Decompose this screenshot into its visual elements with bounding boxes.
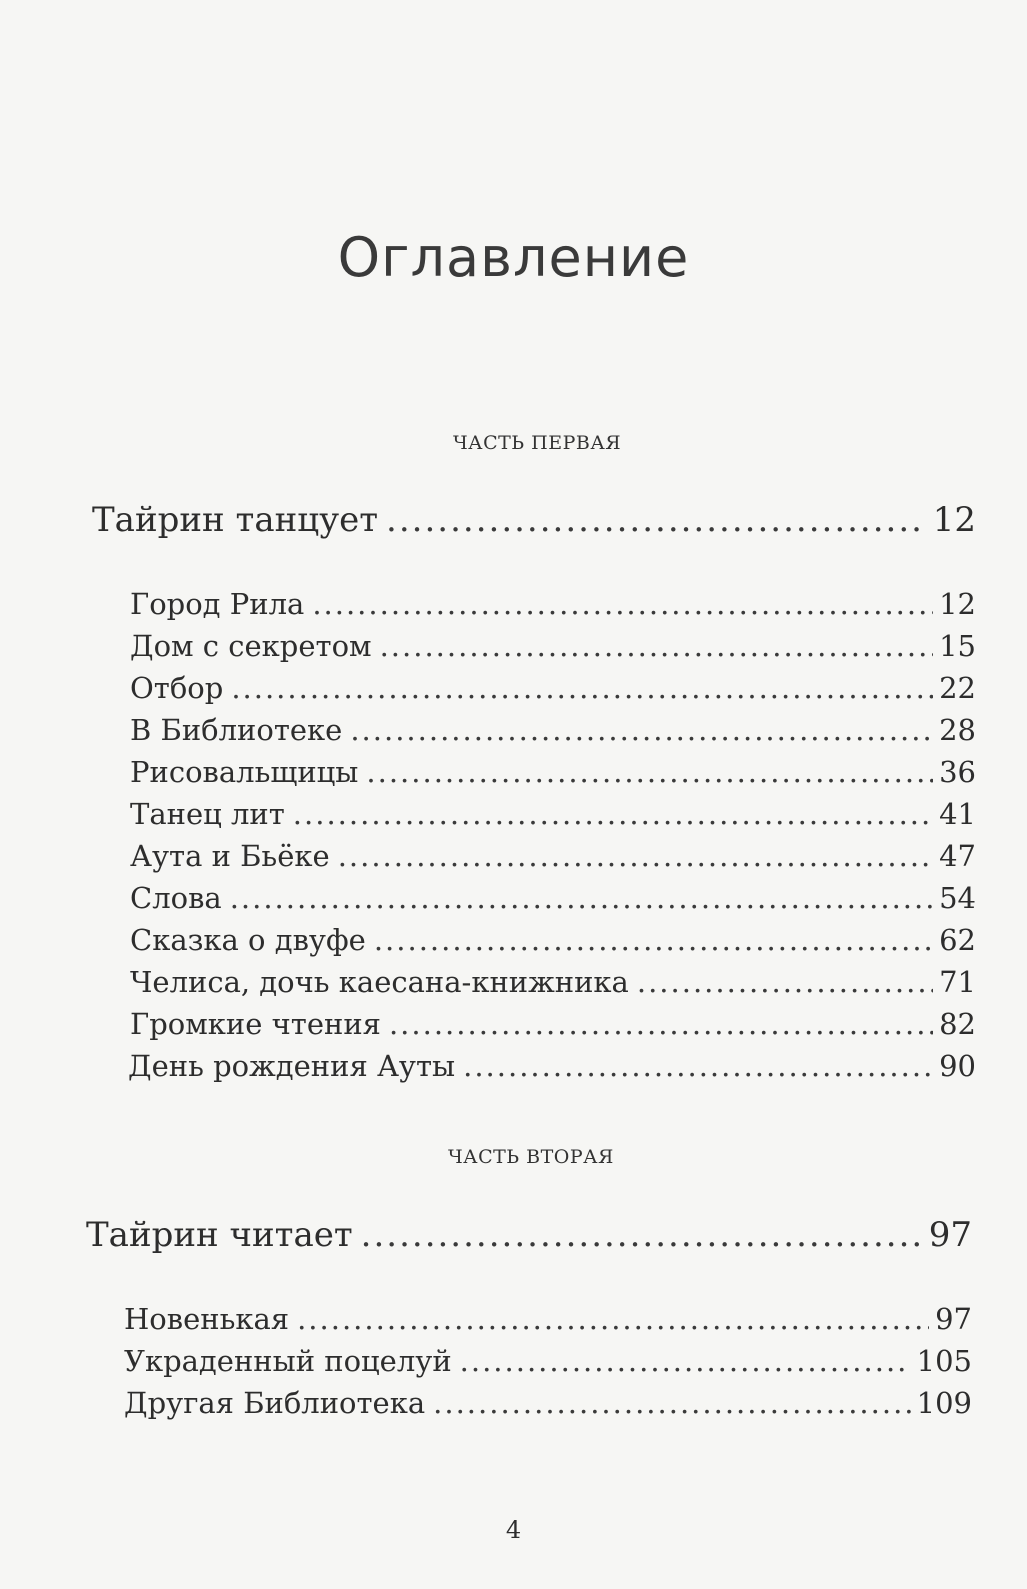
part-two-label: ЧАСТЬ ВТОРАЯ [448, 1146, 614, 1168]
toc-chapter [130, 839, 976, 873]
toc-chapter [130, 713, 976, 747]
toc-section-title: Тайрин читает [86, 1215, 353, 1255]
part-one-label: ЧАСТЬ ПЕРВАЯ [453, 432, 622, 454]
toc-chapter [124, 1302, 972, 1336]
toc-chapter-title: Новенькая [124, 1302, 290, 1336]
toc-section-page: 12 [932, 500, 976, 540]
leader-dots [460, 1344, 911, 1378]
toc-chapter-title: Дом с секретом [130, 629, 372, 663]
toc-section-title: Тайрин танцует [92, 500, 379, 540]
toc-chapter [130, 923, 976, 957]
leader-dots [297, 1302, 929, 1336]
toc-chapter-page: 15 [939, 629, 976, 663]
toc-chapter [130, 965, 976, 999]
toc-chapter-page: 54 [939, 881, 976, 915]
toc-section-part-two [86, 1215, 972, 1255]
toc-chapter [124, 1386, 972, 1420]
leader-dots [338, 839, 933, 873]
toc-chapter-page: 82 [939, 1007, 976, 1041]
toc-section-page: 97 [928, 1215, 972, 1255]
toc-chapter [130, 881, 976, 915]
leader-dots [230, 881, 933, 915]
toc-chapter-title: В Библиотеке [130, 713, 343, 747]
toc-chapter-title: Аута и Бьёке [130, 839, 330, 873]
leader-dots [231, 671, 933, 705]
toc-chapter-page: 97 [935, 1302, 972, 1336]
toc-chapter-title: Украденный поцелуй [124, 1344, 452, 1378]
toc-chapter [130, 587, 976, 621]
toc-chapter [130, 671, 976, 705]
toc-chapter-title: Челиса, дочь каесана-книжника [130, 965, 629, 999]
toc-chapter-title: Рисовальщицы [130, 755, 359, 789]
leader-dots [386, 500, 927, 540]
leader-dots [380, 629, 934, 663]
toc-chapter [130, 755, 976, 789]
leader-dots [389, 1007, 933, 1041]
leader-dots [293, 797, 933, 831]
leader-dots [374, 923, 933, 957]
toc-chapter [130, 1007, 976, 1041]
toc-chapter [124, 1344, 972, 1378]
page-title: Оглавление [337, 226, 690, 289]
page-number: 4 [505, 1516, 522, 1544]
toc-chapter-title: Город Рила [130, 587, 305, 621]
toc-chapter-page: 62 [939, 923, 976, 957]
leader-dots [637, 965, 933, 999]
toc-chapter-page: 12 [939, 587, 976, 621]
toc-chapter [130, 797, 976, 831]
leader-dots [350, 713, 933, 747]
toc-chapter-page: 90 [939, 1049, 976, 1083]
leader-dots [433, 1386, 911, 1420]
toc-chapter-page: 36 [939, 755, 976, 789]
leader-dots [366, 755, 933, 789]
toc-chapter-title: Другая Библиотека [124, 1386, 426, 1420]
toc-chapter-page: 109 [916, 1386, 972, 1420]
toc-chapter-title: Слова [130, 881, 222, 915]
toc-chapter-page: 47 [939, 839, 976, 873]
toc-chapter-page: 41 [939, 797, 976, 831]
toc-chapter-page: 71 [939, 965, 976, 999]
toc-chapter-title: Громкие чтения [130, 1007, 381, 1041]
leader-dots [463, 1049, 933, 1083]
toc-chapter-page: 28 [939, 713, 976, 747]
toc-chapter-page: 105 [916, 1344, 972, 1378]
toc-chapter-title: Отбор [130, 671, 224, 705]
toc-chapter [130, 629, 976, 663]
leader-dots [361, 1215, 923, 1255]
toc-chapter-page: 22 [939, 671, 976, 705]
toc-chapter-title: Сказка о двуфе [130, 923, 366, 957]
toc-chapter-title: Танец лит [130, 797, 285, 831]
toc-section-part-one [92, 500, 976, 540]
toc-chapter [128, 1049, 976, 1083]
toc-chapter-title: День рождения Ауты [128, 1049, 456, 1083]
leader-dots [312, 587, 933, 621]
